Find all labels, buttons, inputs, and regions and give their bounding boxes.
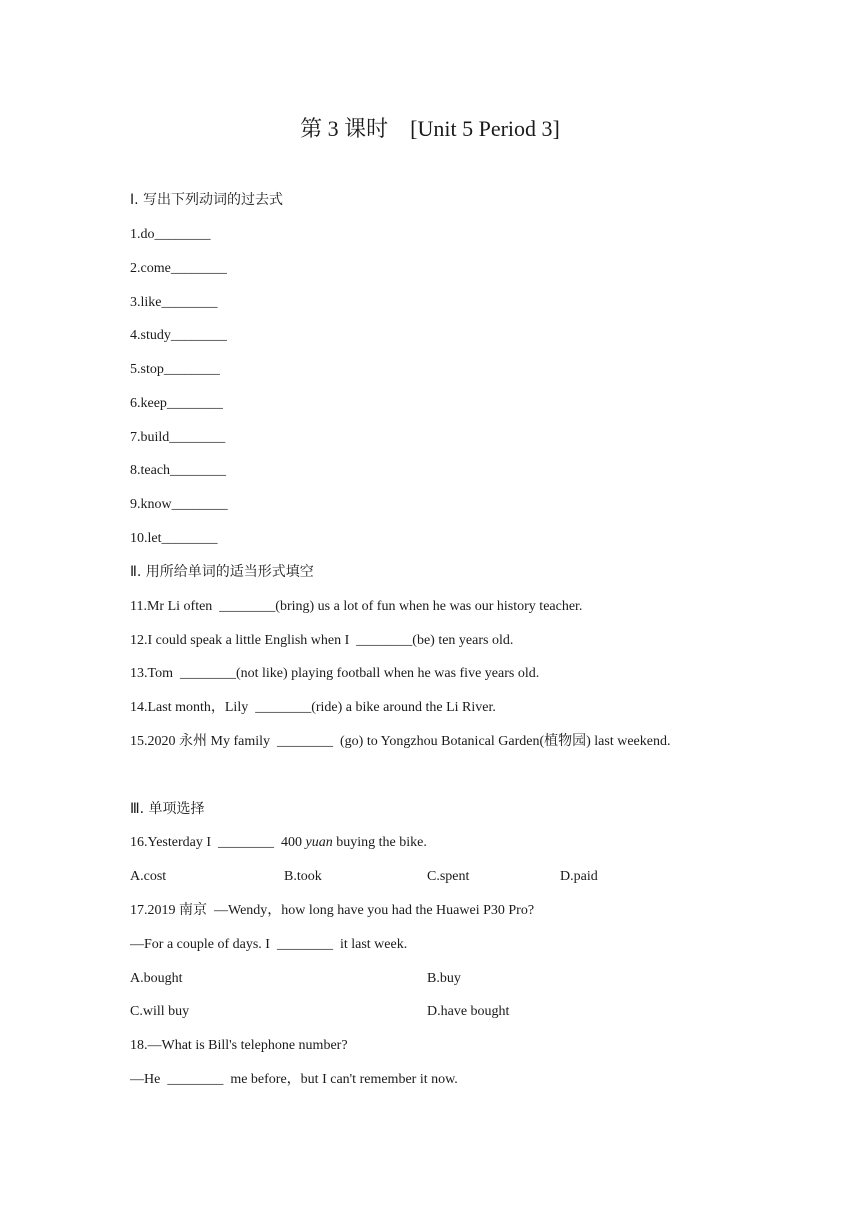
section-2-heading: Ⅱ. 用所给单词的适当形式填空 [130, 564, 314, 580]
question-16-stem-before: 16.Yesterday I ________ 400 [130, 835, 306, 850]
vocab-item-6: 6.keep________ [130, 396, 223, 411]
question-17-option-c: C.will buy [130, 1004, 190, 1019]
question-16-stem [130, 834, 427, 852]
vocab-item-1: 1.do________ [130, 227, 211, 242]
vocab-item-4: 4.study________ [130, 328, 227, 343]
question-16-stem-italic: yuan [305, 835, 333, 850]
page-title: 第 3 课时 [Unit 5 Period 3] [300, 116, 560, 141]
question-16-option-d: D.paid [560, 869, 598, 884]
vocab-item-9: 9.know________ [130, 497, 228, 512]
vocab-item-5: 5.stop________ [130, 362, 220, 377]
question-17-option-b: B.buy [427, 971, 461, 986]
fill-item-13: 13.Tom ________(not like) playing football when he was five years old. [130, 666, 540, 681]
vocab-item-7: 7.build________ [130, 430, 226, 445]
question-16-option-a: A.cost [130, 869, 167, 884]
question-17-option-d: D.have bought [427, 1004, 510, 1019]
question-17-answer-line: —For a couple of days. I ________ it last week. [130, 937, 408, 952]
fill-item-14: 14.Last month，Lily ________(ride) a bike around the Li River. [130, 700, 496, 715]
question-18-answer-line: —He ________ me before，but I can't remember it now. [130, 1072, 458, 1087]
question-18-stem: 18.—What is Bill's telephone number? [130, 1038, 348, 1053]
vocab-item-8: 8.teach________ [130, 463, 227, 478]
vocab-item-3: 3.like________ [130, 295, 218, 310]
question-16-stem-after: buying the bike. [332, 835, 427, 850]
section-1-heading: Ⅰ. 写出下列动词的过去式 [130, 192, 284, 208]
vocab-item-10: 10.let________ [130, 531, 218, 546]
vocab-item-2: 2.come________ [130, 261, 227, 276]
question-16-option-c: C.spent [427, 869, 470, 884]
fill-item-15: 15.2020 永州 My family ________ (go) to Yongzhou Botanical Garden(植物园) last weekend. [130, 734, 671, 749]
question-16-option-b: B.took [284, 869, 322, 884]
section-3-heading: Ⅲ. 单项选择 [130, 801, 205, 817]
question-17-option-a: A.bought [130, 971, 183, 986]
fill-item-11: 11.Mr Li often ________(bring) us a lot of fun when he was our history teacher. [130, 599, 583, 614]
fill-item-12: 12.I could speak a little English when I ________(be) ten years old. [130, 633, 514, 648]
question-17-stem: 17.2019 南京 —Wendy，how long have you had the Huawei P30 Pro? [130, 903, 535, 918]
